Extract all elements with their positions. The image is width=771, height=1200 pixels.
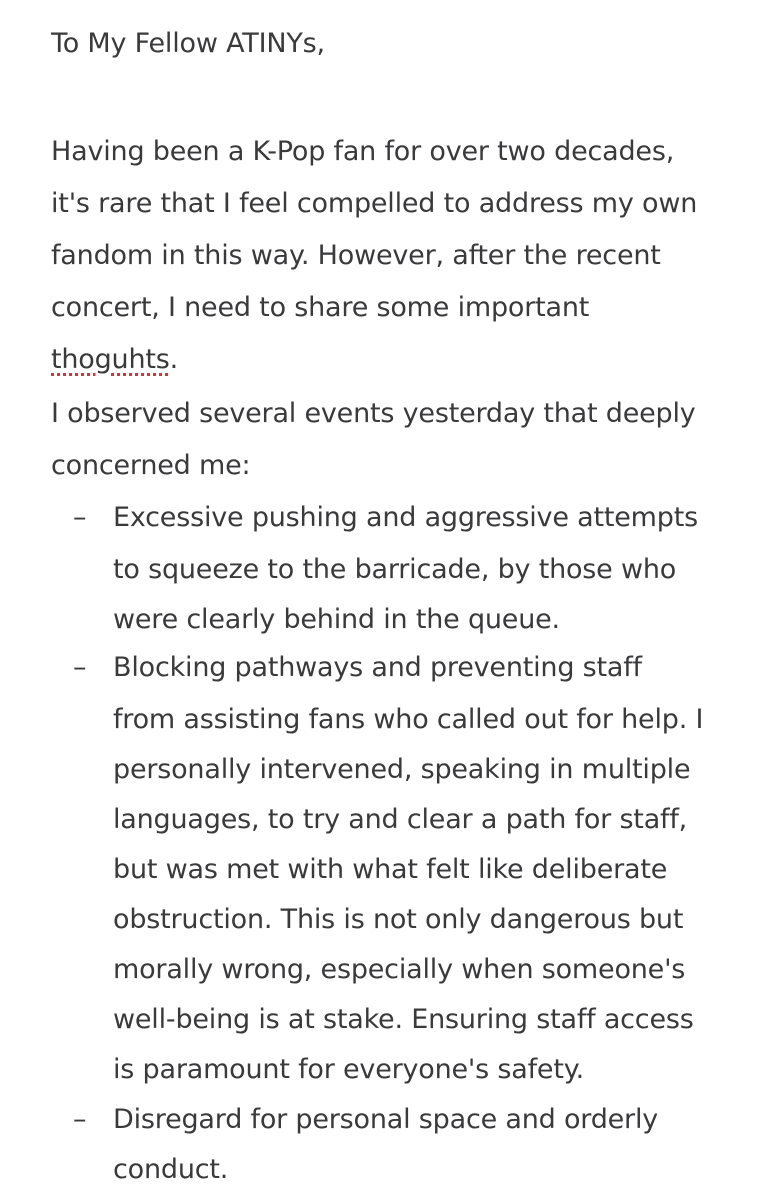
bullet-line: morally wrong, especially when someone's bbox=[113, 954, 686, 985]
bullet-line: well-being is at stake. Ensuring staff access bbox=[113, 1004, 694, 1035]
note-greeting: To My Fellow ATINYs, bbox=[51, 28, 325, 59]
note-paragraph-line: concerned me: bbox=[51, 450, 251, 481]
bullet-dash: – bbox=[73, 652, 87, 683]
note-paragraph-line: it's rare that I feel compelled to address my own bbox=[51, 188, 698, 219]
bullet-line: from assisting fans who called out for help. I bbox=[113, 704, 704, 735]
bullet-line: Blocking pathways and preventing staff bbox=[113, 652, 642, 683]
note-paragraph-line: Having been a K-Pop fan for over two decades, bbox=[51, 136, 675, 167]
note-paragraph-line: fandom in this way. However, after the recent bbox=[51, 240, 661, 271]
bullet-dash: – bbox=[73, 1104, 87, 1135]
note-paragraph-line: concert, I need to share some important bbox=[51, 292, 590, 323]
bullet-line: Disregard for personal space and orderly bbox=[113, 1104, 659, 1135]
bullet-line: but was met with what felt like deliberate bbox=[113, 854, 668, 885]
bullet-line: obstruction. This is not only dangerous but bbox=[113, 904, 684, 935]
bullet-line: to squeeze to the barricade, by those who bbox=[113, 554, 677, 585]
misspelled-word[interactable]: thoguhts bbox=[51, 344, 170, 375]
bullet-line: is paramount for everyone's safety. bbox=[113, 1054, 585, 1085]
bullet-line: languages, to try and clear a path for staff, bbox=[113, 804, 688, 835]
bullet-line: were clearly behind in the queue. bbox=[113, 604, 560, 635]
bullet-line: Excessive pushing and aggressive attempts bbox=[113, 502, 698, 533]
bullet-line: conduct. bbox=[113, 1154, 229, 1185]
note-paragraph-line bbox=[51, 334, 178, 386]
bullet-dash: – bbox=[73, 502, 87, 533]
note-paragraph-line: I observed several events yesterday that deeply bbox=[51, 398, 696, 429]
bullet-line: personally intervened, speaking in multiple bbox=[113, 754, 691, 785]
sentence-period: . bbox=[169, 344, 179, 375]
